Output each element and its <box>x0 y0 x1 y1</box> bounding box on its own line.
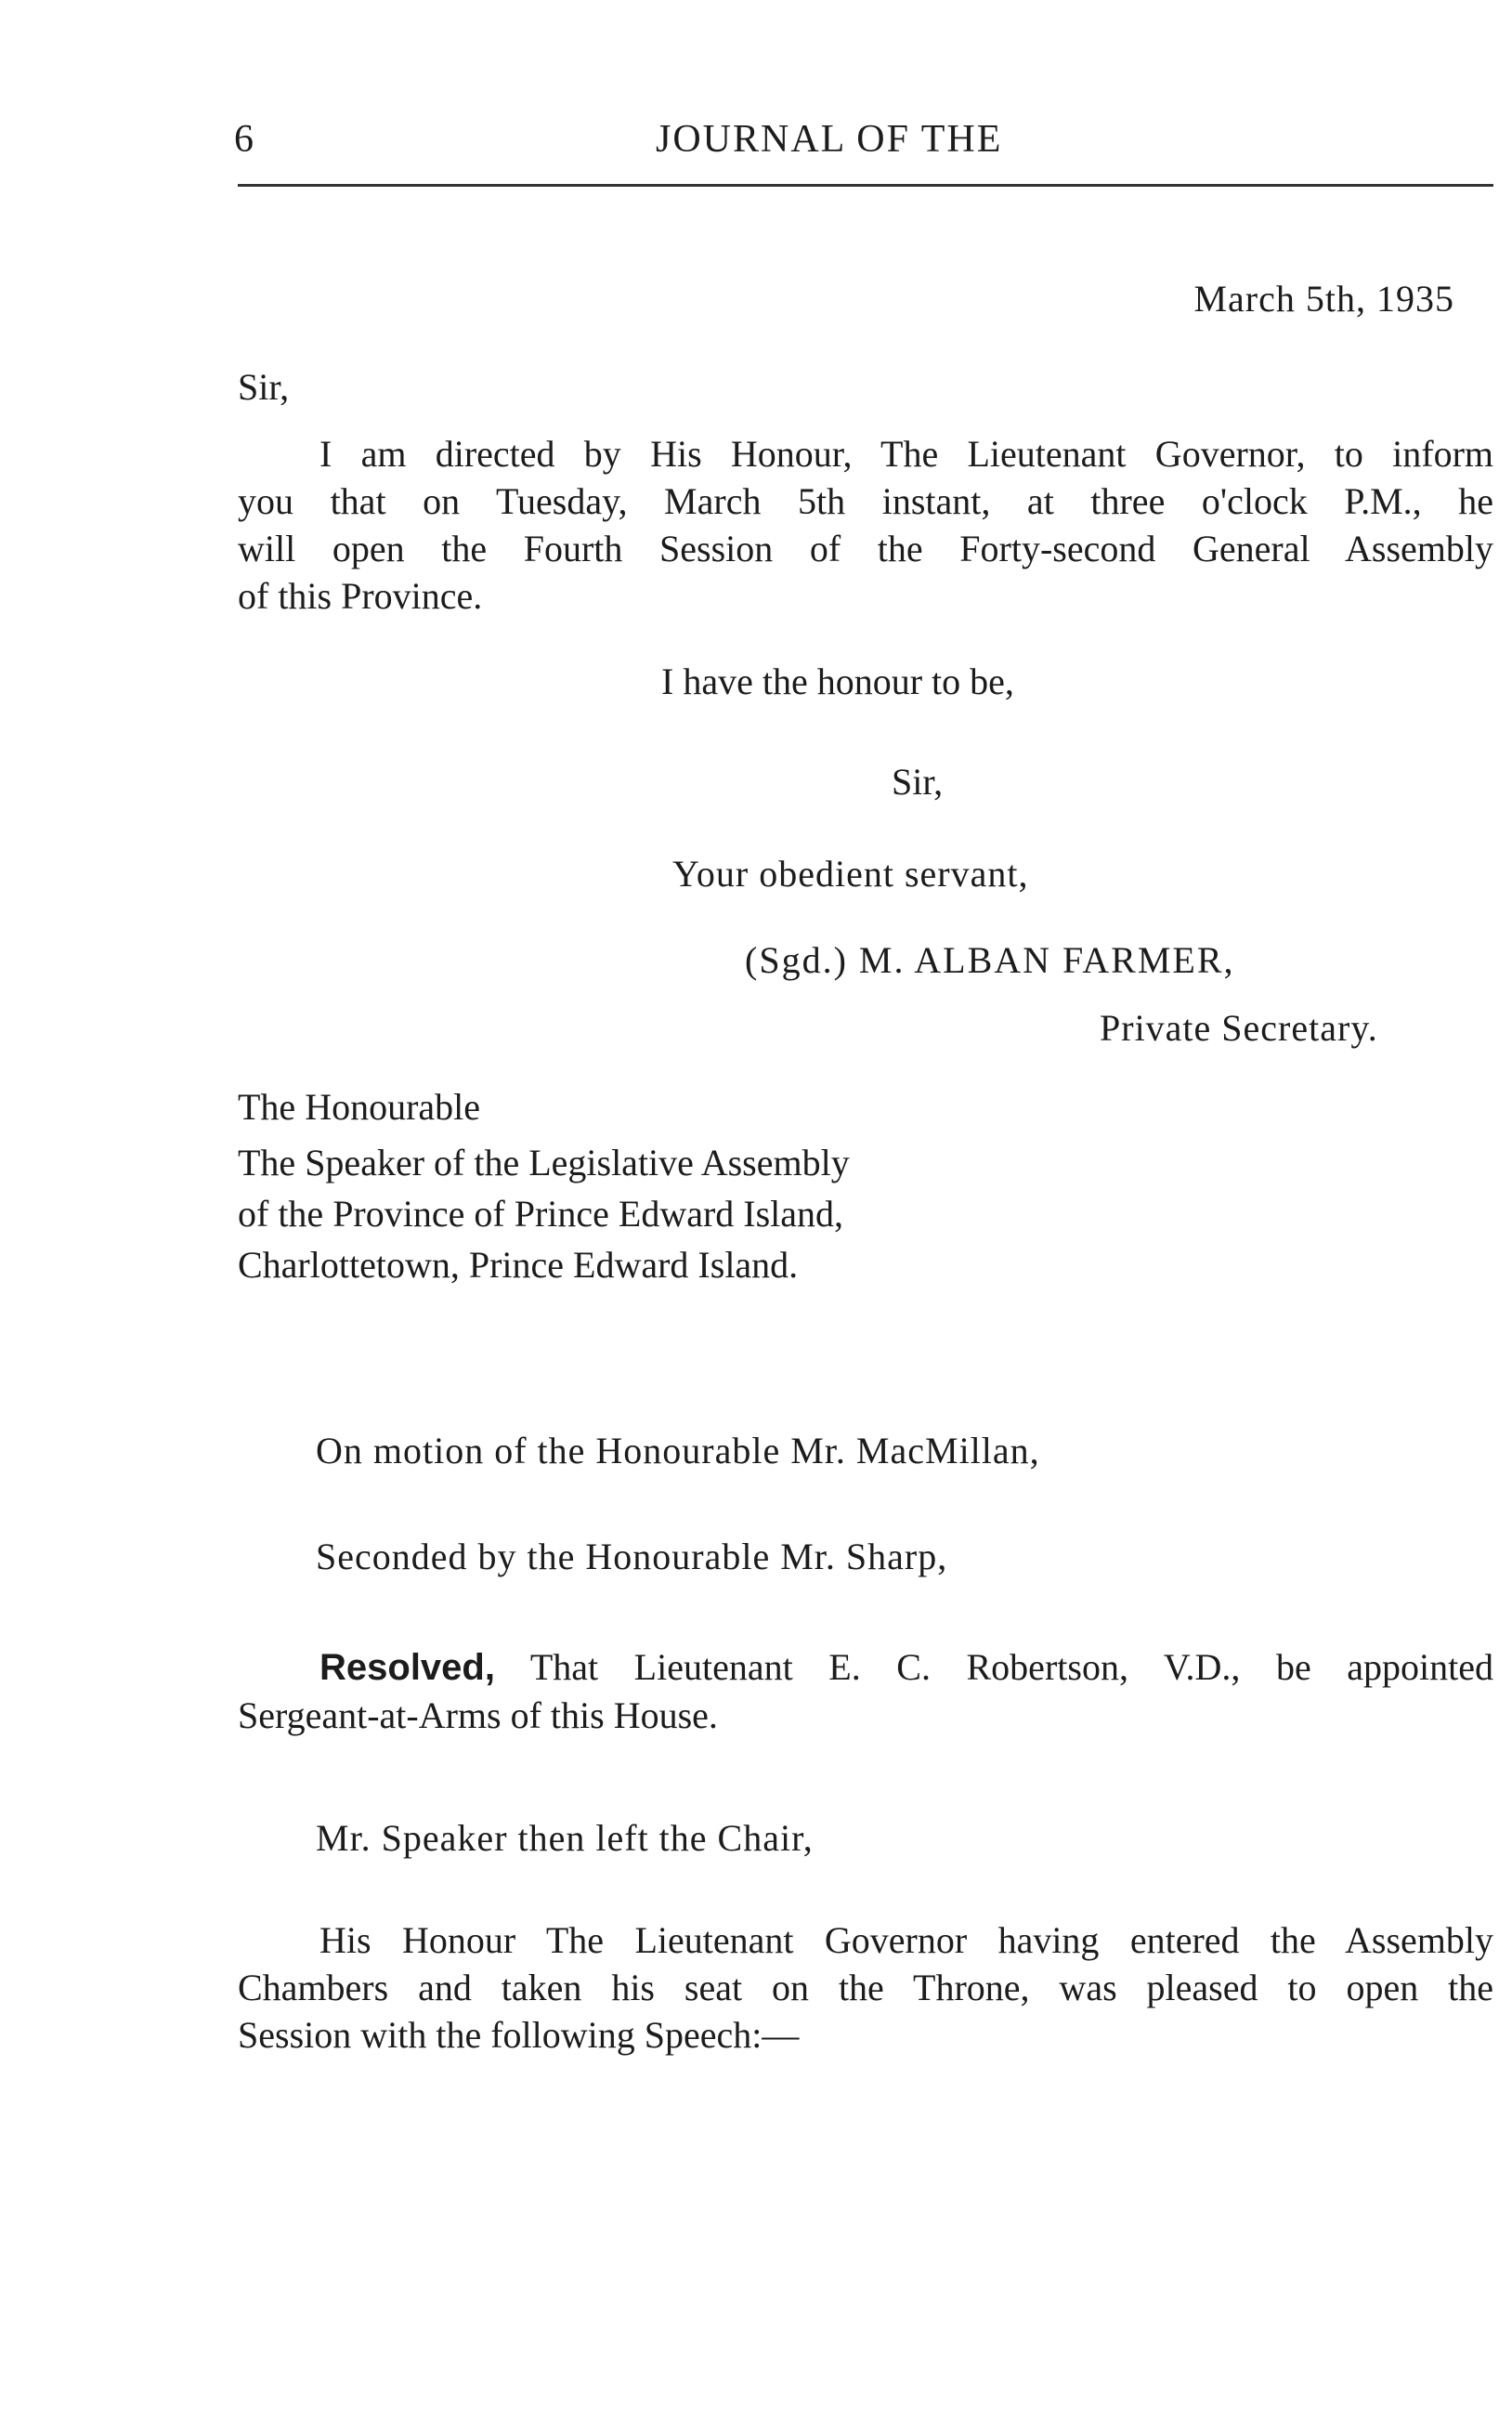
address-line: The Speaker of the Legislative Assembly <box>238 1142 850 1183</box>
seconded-line: Seconded by the Honourable Mr. Sharp, <box>316 1536 948 1577</box>
letter-closing-servant: Your obedient servant, <box>672 853 1029 895</box>
letter-body-line: I am directed by His Honour, The Lieutenant Governor, to inform <box>319 433 1493 475</box>
letter-body <box>238 430 1493 620</box>
motion-line: On motion of the Honourable Mr. MacMillan, <box>316 1430 1040 1471</box>
address-line: The Honourable <box>238 1086 481 1128</box>
resolved-term: Resolved, <box>319 1647 495 1688</box>
honour-line: Session with the following Speech:— <box>238 2014 800 2056</box>
address-line: Charlottetown, Prince Edward Island. <box>238 1244 799 1286</box>
resolution-line <box>238 1643 1493 1692</box>
letter-closing: I have the honour to be, <box>661 660 1014 702</box>
honour-paragraph <box>238 1916 1493 2059</box>
header-rule <box>238 184 1493 187</box>
speaker-left-line: Mr. Speaker then left the Chair, <box>316 1817 814 1859</box>
letter-salutation: Sir, <box>238 366 290 408</box>
resolution-line: Sergeant-at-Arms of this House. <box>238 1694 718 1736</box>
signature-title: Private Secretary. <box>1100 1007 1378 1049</box>
letter-date: March 5th, 1935 <box>1193 278 1454 320</box>
resolution-text: That Lieutenant E. C. Robertson, V.D., be appointed <box>529 1646 1494 1688</box>
letter-body-line: you that on Tuesday, March 5th instant, at three o'clock P.M., he <box>238 480 1493 522</box>
honour-line: Chambers and taken his seat on the Throne, was pleased to open the <box>238 1967 1493 2008</box>
resolution <box>238 1643 1493 1739</box>
running-head: JOURNAL OF THE <box>656 118 1003 161</box>
address-line: of the Province of Prince Edward Island, <box>238 1193 844 1235</box>
letter-body-line: of this Province. <box>238 575 483 617</box>
letter-body-line: will open the Fourth Session of the Forty-second General Assembly <box>238 528 1493 569</box>
page-number: 6 <box>234 118 254 161</box>
letter-signature: (Sgd.) M. ALBAN FARMER, <box>745 939 1235 981</box>
honour-line: His Honour The Lieutenant Governor having entered the Assembly <box>319 1919 1493 1961</box>
letter-closing-sir: Sir, <box>892 761 944 803</box>
